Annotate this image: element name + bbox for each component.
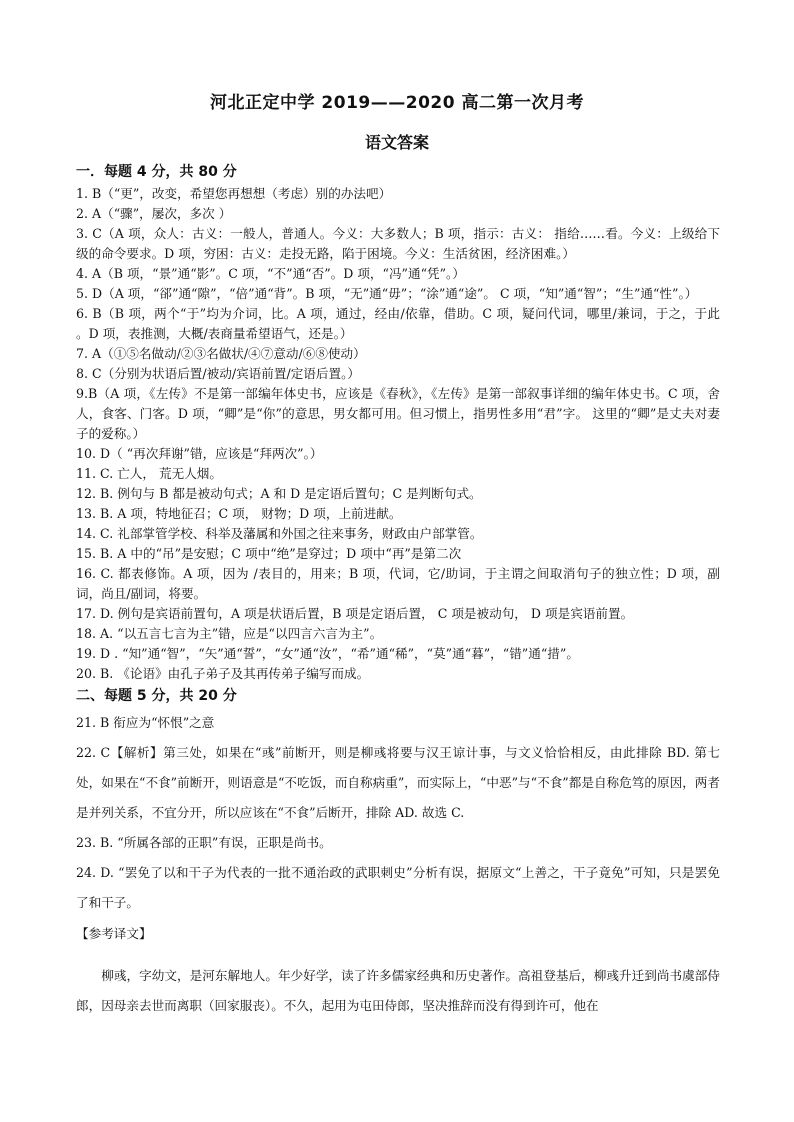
answer-item-20: 20. B. 《论语》由孔子弟子及其再传弟子编写而成。 — [76, 666, 370, 681]
page-subtitle: 语文答案 — [364, 133, 429, 152]
answer-item-14: 14. C. 礼部掌管学校、科举及藩属和外国之往来事务，财政由户部掌管。 — [76, 526, 483, 541]
answer-item-15: 15. B. A 中的“吊”是安慰；C 项中“绝”是穿过；D 项中“再”是第二次 — [76, 546, 462, 561]
answer-item-11: 11. C. 亡人， 荒无人烟。 — [76, 466, 222, 481]
answer-item-18: 18. A. “以五言七言为主”错，应是“以四言六言为主”。 — [76, 626, 383, 641]
reference-translation-paragraph: 柳彧，字幼文，是河东解地人。年少好学，读了许多儒家经典和历史著作。高祖登基后，柳彧升迁到尚书虞部侍郎，因母亲去世而离职（回家服丧）。不久，起用为屯田侍郎，坚决推辞而没有得到许可，他在 — [76, 967, 720, 1013]
answer-item-22: 22. C【解析】第三处，如果在“彧”前断开，则是柳彧将要与汉王谅计事，与文义恰恰相反，由此排除 BD. 第七处，如果在“不食”前断开，则语意是“不吃饭，而自称病重”，而实际上，“中恶”与“不食”都是自称危笃的原因，两者是并列关系，不宜分开，所以应该在“不食”后断开，排除 AD. 故选 C. — [76, 745, 720, 820]
answer-item-9: 9.B（A 项，《左传》不是第一部编年体史书，应该是《春秋》，《左传》是第一部叙事详细的编年体史书。C 项，舍人，食客、门客。D 项，“卿”是“你”的意思，男女都可用。但习惯上，指男性多用“君”字。 这里的“卿”是丈夫对妻子的爱称。） — [76, 386, 720, 441]
reference-translation-heading: 【参考译文】 — [76, 926, 152, 941]
answer-item-16: 16. C. 都表修饰。A 项，因为 /表目的，用来；B 项，代词，它/助词，于主谓之间取消句子的独立性；D 项，副词，尚且/副词，将要。 — [76, 566, 720, 601]
answer-item-23: 23. B. “所属各部的正职”有误，正职是尚书。 — [76, 835, 332, 850]
answer-item-6: 6. B（B 项，两个“于”均为介词，比。A 项，通过，经由/依靠，借助。C 项，疑问代词，哪里/兼词，于之，于此 。D 项，表推测，大概/表商量希望语气，还是。） — [76, 306, 720, 341]
section-2-heading: 二、每题 5 分，共 20 分 — [76, 688, 237, 704]
answer-item-12: 12. B. 例句与 B 都是被动句式；A 和 D 是定语后置句；C 是判断句式。 — [76, 486, 482, 501]
answer-item-21: 21. B 衔应为“怀恨”之意 — [76, 715, 215, 730]
answer-item-13: 13. B. A 项，特地征召；C 项， 财物；D 项，上前进献。 — [76, 506, 402, 521]
answer-item-24: 24. D. “罢免了以和干子为代表的一批不通治政的武职刺史”分析有误，据原文“上善之，干子竟免”可知，只是罢免了和干子。 — [76, 865, 720, 910]
page-title: 河北正定中学 2019——2020 高二第一次月考 — [210, 93, 584, 113]
answer-item-3: 3. C（A 项，众人：古义：一般人，普通人。今义：大多数人；B 项，指示：古义： 指给……看。今义：上级给下级的命令要求。D 项，穷困：古义：走投无路，陷于困境。今义：生活贫困，经济困难。） — [76, 226, 720, 261]
section-1-heading: 一．每题 4 分，共 80 分 — [76, 164, 237, 180]
answer-content — [76, 160, 720, 1033]
answer-item-1: 1. B（“更”，改变，希望您再想想（考虑）别的办法吧） — [76, 186, 392, 201]
answer-item-7: 7. A（①⑤名做动/②③名做状/④⑦意动/⑥⑧使动） — [76, 346, 366, 361]
answer-item-10: 10. D（ “再次拜谢”错，应该是“拜两次”。） — [76, 446, 323, 461]
answer-item-2: 2. A（“骤”，屡次，多次 ） — [76, 206, 232, 221]
answer-item-19: 19. D . “知”通“智”，“矢”通“誓”，“女”通“汝”，“希”通“稀”，“莫”通“暮”，“错”通“措”。 — [76, 646, 579, 661]
answer-item-8: 8. C（分别为状语后置/被动/宾语前置/定语后置。） — [76, 366, 360, 381]
answer-item-4: 4. A（B 项，“景”通“影”。C 项，“不”通“否”。D 项，“冯”通“凭”。） — [76, 266, 465, 281]
answer-item-5: 5. D（A 项，“郤”通“隙”，“倍”通“背”。B 项，“无”通“毋”；“涂”通“途”。 C 项，“知”通“智”；“生”通“性”。） — [76, 286, 698, 301]
answer-item-17: 17. D. 例句是宾语前置句，A 项是状语后置，B 项是定语后置， C 项是被动句， D 项是宾语前置。 — [76, 606, 634, 621]
